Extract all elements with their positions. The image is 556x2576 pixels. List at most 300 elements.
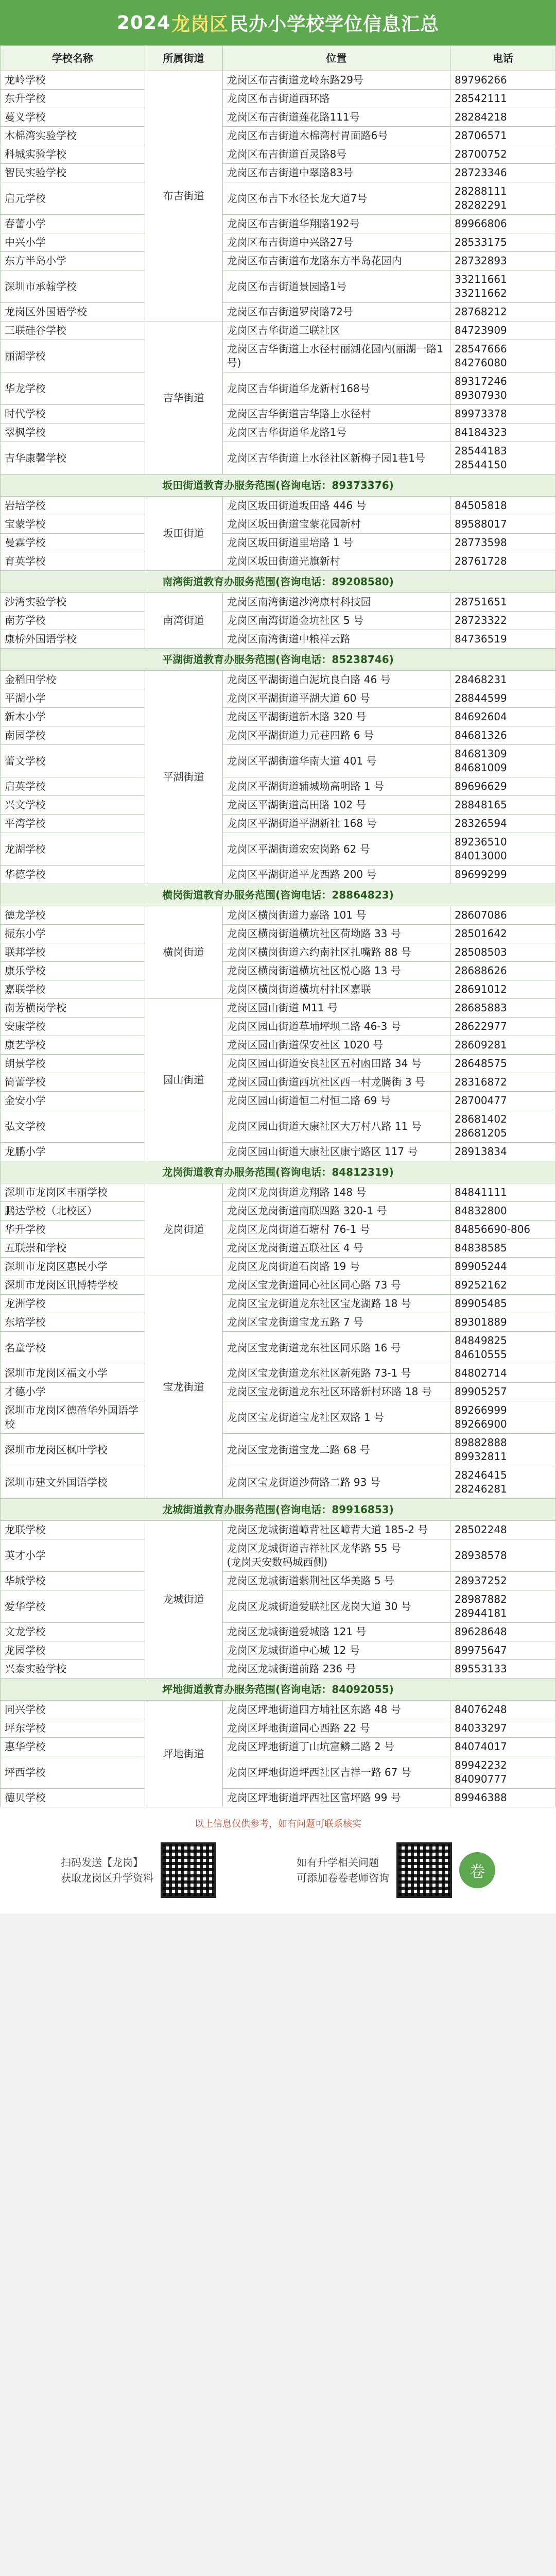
- table-row: [1, 630, 556, 649]
- jurisdiction-cell: 南湾街道: [145, 593, 222, 649]
- table-row: [1, 164, 556, 182]
- header-phone: 电话: [450, 46, 555, 71]
- table-row: [1, 1590, 556, 1623]
- school-location: 龙岗区宝龙街道沙荷路二路 93 号: [222, 1466, 450, 1499]
- school-name: 嘉联学校: [1, 980, 145, 999]
- table-row: [1, 1313, 556, 1332]
- school-phone: 28688626: [450, 962, 555, 980]
- section-header: 南湾街道教育办服务范围(咨询电话：89208580): [1, 571, 556, 593]
- school-location: 龙岗区坪地街道丁山坑富鳞二路 2 号: [222, 1738, 450, 1756]
- table-row: [1, 1183, 556, 1202]
- school-phone: 84692604: [450, 708, 555, 726]
- table-row: [1, 1572, 556, 1590]
- school-phone: 89975647: [450, 1641, 555, 1660]
- school-phone: 28685883: [450, 999, 555, 1018]
- school-phone: 89973378: [450, 405, 555, 423]
- table-row: [1, 1332, 556, 1364]
- school-phone: 28648575: [450, 1055, 555, 1073]
- footer: [0, 1834, 556, 1913]
- school-location: 龙岗区宝龙街道龙东社区环路新村环路 18 号: [222, 1383, 450, 1401]
- table-row: [1, 127, 556, 145]
- school-name: 同兴学校: [1, 1701, 145, 1719]
- school-phone: 28723322: [450, 612, 555, 630]
- school-name: 金安小学: [1, 1092, 145, 1110]
- school-name: 龙鹏小学: [1, 1143, 145, 1161]
- school-name: 启元学校: [1, 182, 145, 215]
- school-location: 龙岗区横岗街道六约南社区扎嘴路 88 号: [222, 943, 450, 962]
- school-location: 龙岗区布吉街道中翠路83号: [222, 164, 450, 182]
- table-row: [1, 980, 556, 999]
- school-name: 平湾学校: [1, 815, 145, 833]
- section-header-row: [1, 884, 556, 906]
- school-phone: 28691012: [450, 980, 555, 999]
- school-location: 龙岗区龙城街道前路 236 号: [222, 1660, 450, 1679]
- school-location: 龙岗区南湾街道沙湾康村科技园: [222, 593, 450, 612]
- school-name: 蔓义学校: [1, 108, 145, 127]
- table-header-row: [1, 46, 556, 71]
- footer-left-line1: 扫码发送【龙岗】: [61, 1856, 143, 1869]
- table-row: [1, 1110, 556, 1143]
- school-name: 翠枫学校: [1, 423, 145, 442]
- school-location: 龙岗区南湾街道中粮祥云路: [222, 630, 450, 649]
- footer-right-line1: 如有升学相关问题: [297, 1856, 379, 1869]
- school-name: 时代学校: [1, 405, 145, 423]
- table-row: [1, 906, 556, 925]
- title-year: 2024: [116, 12, 171, 33]
- table-row: [1, 1401, 556, 1434]
- table-row: [1, 1073, 556, 1092]
- school-name: 东升学校: [1, 90, 145, 108]
- table-row: [1, 1383, 556, 1401]
- school-location: 龙岗区南湾街道金坑社区 5 号: [222, 612, 450, 630]
- table-row: [1, 866, 556, 884]
- school-location: 龙岗区布吉街道景园路1号: [222, 270, 450, 303]
- table-row: [1, 1258, 556, 1276]
- school-name: 德贝学校: [1, 1789, 145, 1807]
- school-phone: 84841111: [450, 1183, 555, 1202]
- header-location: 位置: [222, 46, 450, 71]
- school-phone: 28508503: [450, 943, 555, 962]
- title-rest: 民办小学校学位信息汇总: [230, 13, 440, 35]
- school-location: 龙岗区龙岗街道五联社区 4 号: [222, 1239, 450, 1258]
- table-row: [1, 90, 556, 108]
- school-location: 龙岗区园山街道西坑社区西一村龙腾街 3 号: [222, 1073, 450, 1092]
- school-name: 爱华学校: [1, 1590, 145, 1623]
- school-location: 龙岗区宝龙街道同心社区同心路 73 号: [222, 1276, 450, 1295]
- jurisdiction-cell: 布吉街道: [145, 71, 222, 321]
- section-header: 坪地街道教育办服务范围(咨询电话：84092055): [1, 1679, 556, 1701]
- jurisdiction-cell: 平湖街道: [145, 671, 222, 884]
- table-row: [1, 689, 556, 708]
- school-location: 龙岗区布吉街道华翔路192号: [222, 215, 450, 233]
- table-row: [1, 833, 556, 866]
- table-row: [1, 1295, 556, 1313]
- school-location: 龙岗区平湖街道辅城坳高明路 1 号: [222, 777, 450, 796]
- table-row: [1, 1434, 556, 1466]
- school-name: 吉华康馨学校: [1, 442, 145, 474]
- school-location: 龙岗区园山街道安良社区五村凼田路 34 号: [222, 1055, 450, 1073]
- school-phone: 89252162: [450, 1276, 555, 1295]
- section-header-row: [1, 1679, 556, 1701]
- school-name: 康艺学校: [1, 1036, 145, 1055]
- table-row: [1, 1239, 556, 1258]
- school-phone: 28700477: [450, 1092, 555, 1110]
- jurisdiction-cell: 坂田街道: [145, 497, 222, 571]
- school-phone: 89905257: [450, 1383, 555, 1401]
- school-name: 文龙学校: [1, 1623, 145, 1641]
- school-phone: 28316872: [450, 1073, 555, 1092]
- table-row: [1, 215, 556, 233]
- school-phone: 89301889: [450, 1313, 555, 1332]
- school-location: 龙岗区坪地街道坪西社区吉祥一路 67 号: [222, 1756, 450, 1789]
- school-table: [0, 45, 556, 1807]
- table-row: [1, 1623, 556, 1641]
- school-location: 龙岗区宝龙街道龙东社区同乐路 16 号: [222, 1332, 450, 1364]
- school-name: 安康学校: [1, 1018, 145, 1036]
- school-name: 南园学校: [1, 726, 145, 745]
- table-row: [1, 925, 556, 943]
- school-location: 龙岗区园山街道 M11 号: [222, 999, 450, 1018]
- table-row: [1, 1738, 556, 1756]
- school-phone: 28844599: [450, 689, 555, 708]
- section-header-row: [1, 1499, 556, 1521]
- school-name: 坪东学校: [1, 1719, 145, 1738]
- school-name: 龙洲学校: [1, 1295, 145, 1313]
- school-location: 龙岗区坂田街道里培路 1 号: [222, 534, 450, 552]
- title-district: 龙岗区: [171, 13, 229, 35]
- school-location: 龙岗区布吉街道莲花路111号: [222, 108, 450, 127]
- school-name: 启英学校: [1, 777, 145, 796]
- school-phone: 28246415 28246281: [450, 1466, 555, 1499]
- table-row: [1, 1036, 556, 1055]
- school-name: 深圳市龙岗区德蓓华外国语学校: [1, 1401, 145, 1434]
- school-phone: 84074017: [450, 1738, 555, 1756]
- school-phone: 28288111 28282291: [450, 182, 555, 215]
- school-name: 华龙学校: [1, 372, 145, 405]
- school-location: 龙岗区吉华街道吉华路上水径村: [222, 405, 450, 423]
- table-row: [1, 108, 556, 127]
- school-location: 龙岗区布吉街道百灵路8号: [222, 145, 450, 164]
- school-phone: 84184323: [450, 423, 555, 442]
- table-row: [1, 321, 556, 340]
- school-name: 金稻田学校: [1, 671, 145, 689]
- table-row: [1, 1701, 556, 1719]
- school-location: 龙岗区园山街道恒二村恒二路 69 号: [222, 1092, 450, 1110]
- school-phone: 28622977: [450, 1018, 555, 1036]
- school-phone: 28773598: [450, 534, 555, 552]
- school-name: 深圳市龙岗区枫叶学校: [1, 1434, 145, 1466]
- school-location: 龙岗区宝龙街道龙东社区新苑路 73-1 号: [222, 1364, 450, 1383]
- qr-code-icon[interactable]: [396, 1842, 452, 1898]
- table-row: [1, 1221, 556, 1239]
- school-location: 龙岗区龙岗街道南联四路 320-1 号: [222, 1202, 450, 1221]
- jurisdiction-cell: 宝龙街道: [145, 1276, 222, 1499]
- table-row: [1, 612, 556, 630]
- table-row: [1, 1055, 556, 1073]
- school-phone: 28326594: [450, 815, 555, 833]
- school-phone: 28533175: [450, 233, 555, 252]
- school-name: 中兴小学: [1, 233, 145, 252]
- table-row: [1, 1521, 556, 1539]
- table-row: [1, 1789, 556, 1807]
- jurisdiction-cell: 龙岗街道: [145, 1183, 222, 1276]
- table-row: [1, 815, 556, 833]
- school-name: 龙联学校: [1, 1521, 145, 1539]
- table-row: [1, 1641, 556, 1660]
- school-phone: 84736519: [450, 630, 555, 649]
- school-name: 深圳市建文外国语学校: [1, 1466, 145, 1499]
- table-row: [1, 1143, 556, 1161]
- school-phone: 89946388: [450, 1789, 555, 1807]
- table-row: [1, 777, 556, 796]
- table-row: [1, 943, 556, 962]
- school-location: 龙岗区吉华街道华龙路1号: [222, 423, 450, 442]
- school-phone: 84505818: [450, 497, 555, 515]
- table-row: [1, 1719, 556, 1738]
- school-location: 龙岗区布吉街道中兴路27号: [222, 233, 450, 252]
- school-name: 岩培学校: [1, 497, 145, 515]
- table-row: [1, 534, 556, 552]
- school-phone: 89699299: [450, 866, 555, 884]
- school-name: 新木小学: [1, 708, 145, 726]
- school-phone: 28938578: [450, 1539, 555, 1572]
- school-name: 鹏达学校（北校区）: [1, 1202, 145, 1221]
- school-name: 南芳学校: [1, 612, 145, 630]
- school-name: 龙岗区外国语学校: [1, 303, 145, 321]
- school-phone: 89696629: [450, 777, 555, 796]
- school-phone: 28542111: [450, 90, 555, 108]
- school-name: 深圳市承翰学校: [1, 270, 145, 303]
- school-phone: 84681309 84681009: [450, 745, 555, 777]
- school-phone: 89588017: [450, 515, 555, 534]
- school-phone: 84849825 84610555: [450, 1332, 555, 1364]
- school-location: 龙岗区坪地街道同心西路 22 号: [222, 1719, 450, 1738]
- table-row: [1, 593, 556, 612]
- school-location: 龙岗区园山街道大康社区大万村八路 11 号: [222, 1110, 450, 1143]
- section-header: 龙城街道教育办服务范围(咨询电话：89916853): [1, 1499, 556, 1521]
- school-phone: 89628648: [450, 1623, 555, 1641]
- table-body: [1, 71, 556, 1807]
- school-phone: 28848165: [450, 796, 555, 815]
- school-name: 康乐学校: [1, 962, 145, 980]
- school-phone: 28502248: [450, 1521, 555, 1539]
- school-name: 华升学校: [1, 1221, 145, 1239]
- footer-left-line2: 获取龙岗区升学资料: [61, 1872, 153, 1884]
- school-phone: 28761728: [450, 552, 555, 571]
- table-row: [1, 726, 556, 745]
- school-location: 龙岗区园山街道草埔坪坝二路 46-3 号: [222, 1018, 450, 1036]
- table-row: [1, 423, 556, 442]
- footer-right: [297, 1842, 495, 1898]
- school-name: 龙湖学校: [1, 833, 145, 866]
- school-location: 龙岗区龙城街道中心城 12 号: [222, 1641, 450, 1660]
- school-location: 龙岗区平湖街道宏宏岗路 62 号: [222, 833, 450, 866]
- school-name: 东方半岛小学: [1, 252, 145, 270]
- school-location: 龙岗区布吉街道西环路: [222, 90, 450, 108]
- school-phone: 28544183 28544150: [450, 442, 555, 474]
- school-phone: 28937252: [450, 1572, 555, 1590]
- school-phone: 28706571: [450, 127, 555, 145]
- table-row: [1, 1276, 556, 1295]
- school-location: 龙岗区坪地街道四方埔社区东路 48 号: [222, 1701, 450, 1719]
- school-phone: 84802714: [450, 1364, 555, 1383]
- table-row: [1, 999, 556, 1018]
- table-row: [1, 515, 556, 534]
- school-phone: 89266999 89266900: [450, 1401, 555, 1434]
- footer-left: [61, 1842, 216, 1898]
- school-name: 康桥外国语学校: [1, 630, 145, 649]
- school-location: 龙岗区布吉街道龙岭东路29号: [222, 71, 450, 90]
- school-location: 龙岗区园山街道保安社区 1020 号: [222, 1036, 450, 1055]
- school-name: 振东小学: [1, 925, 145, 943]
- school-location: 龙岗区横岗街道横坑社区荷坳路 33 号: [222, 925, 450, 943]
- table-row: [1, 745, 556, 777]
- school-phone: 89882888 89932811: [450, 1434, 555, 1466]
- school-location: 龙岗区横岗街道力嘉路 101 号: [222, 906, 450, 925]
- school-phone: 89553133: [450, 1660, 555, 1679]
- school-phone: 84723909: [450, 321, 555, 340]
- school-name: 深圳市龙岗区丰丽学校: [1, 1183, 145, 1202]
- school-location: 龙岗区平湖街道华南大道 401 号: [222, 745, 450, 777]
- school-phone: 28768212: [450, 303, 555, 321]
- school-location: 龙岗区龙城街道吉祥社区龙华路 55 号 (龙岗天安数码城西侧): [222, 1539, 450, 1572]
- school-phone: 28547666 84276080: [450, 340, 555, 372]
- school-name: 朗景学校: [1, 1055, 145, 1073]
- school-phone: 28607086: [450, 906, 555, 925]
- school-name: 春蕾小学: [1, 215, 145, 233]
- school-location: 龙岗区布吉街道布龙路东方半岛花园内: [222, 252, 450, 270]
- school-phone: 28732893: [450, 252, 555, 270]
- school-name: 深圳市龙岗区福文小学: [1, 1364, 145, 1383]
- school-name: 育英学校: [1, 552, 145, 571]
- school-location: 龙岗区布吉下水径长龙大道7号: [222, 182, 450, 215]
- school-location: 龙岗区平湖街道力元巷四路 6 号: [222, 726, 450, 745]
- section-header: 横岗街道教育办服务范围(咨询电话：28864823): [1, 884, 556, 906]
- footer-note: 以上信息仅供参考，如有问题可联系核实: [195, 1819, 361, 1829]
- jurisdiction-cell: 园山街道: [145, 999, 222, 1161]
- table-row: [1, 1466, 556, 1499]
- table-row: [1, 372, 556, 405]
- section-header-row: [1, 571, 556, 593]
- table-row: [1, 1202, 556, 1221]
- school-location: 龙岗区龙城街道爱联社区龙岗大道 30 号: [222, 1590, 450, 1623]
- section-header: 龙岗街道教育办服务范围(咨询电话：84812319): [1, 1161, 556, 1183]
- school-phone: 89796266: [450, 71, 555, 90]
- school-location: 龙岗区平湖街道平湖新社 168 号: [222, 815, 450, 833]
- table-row: [1, 1092, 556, 1110]
- school-name: 简蕾学校: [1, 1073, 145, 1092]
- school-location: 龙岗区宝龙街道宝龙五路 7 号: [222, 1313, 450, 1332]
- school-location: 龙岗区平湖街道高田路 102 号: [222, 796, 450, 815]
- school-name: 平湖小学: [1, 689, 145, 708]
- table-row: [1, 233, 556, 252]
- school-phone: 28913834: [450, 1143, 555, 1161]
- table-row: [1, 1539, 556, 1572]
- school-name: 兴文学校: [1, 796, 145, 815]
- table-row: [1, 497, 556, 515]
- table-row: [1, 671, 556, 689]
- school-location: 龙岗区横岗街道横坑社区悦心路 13 号: [222, 962, 450, 980]
- table-row: [1, 182, 556, 215]
- school-phone: 84681326: [450, 726, 555, 745]
- school-name: 深圳市龙岗区惠民小学: [1, 1258, 145, 1276]
- jurisdiction-cell: 龙城街道: [145, 1521, 222, 1679]
- section-header-row: [1, 649, 556, 671]
- school-name: 宝蒙学校: [1, 515, 145, 534]
- school-phone: 84832800: [450, 1202, 555, 1221]
- school-phone: 84076248: [450, 1701, 555, 1719]
- school-location: 龙岗区龙岗街道石岗路 19 号: [222, 1258, 450, 1276]
- avatar: 卷: [459, 1852, 495, 1888]
- table-row: [1, 340, 556, 372]
- school-phone: 84033297: [450, 1719, 555, 1738]
- section-header: 平湖街道教育办服务范围(咨询电话：85238746): [1, 649, 556, 671]
- school-name: 华城学校: [1, 1572, 145, 1590]
- footer-right-line2: 可添加卷卷老师咨询: [297, 1872, 389, 1884]
- table-row: [1, 796, 556, 815]
- qr-code-icon[interactable]: [161, 1842, 216, 1898]
- school-name: 曼霖学校: [1, 534, 145, 552]
- school-name: 英才小学: [1, 1539, 145, 1572]
- section-header-row: [1, 1161, 556, 1183]
- school-location: 龙岗区园山街道大康社区康宁路区 117 号: [222, 1143, 450, 1161]
- school-phone: 28700752: [450, 145, 555, 164]
- table-row: [1, 1018, 556, 1036]
- school-location: 龙岗区布吉街道罗岗路72号: [222, 303, 450, 321]
- school-name: 惠华学校: [1, 1738, 145, 1756]
- school-name: 名童学校: [1, 1332, 145, 1364]
- page-title: [0, 0, 556, 45]
- table-row: [1, 1660, 556, 1679]
- table-row: [1, 552, 556, 571]
- table-row: [1, 303, 556, 321]
- school-phone: 28681402 28681205: [450, 1110, 555, 1143]
- school-location: 龙岗区平湖街道新木路 320 号: [222, 708, 450, 726]
- school-phone: 28468231: [450, 671, 555, 689]
- school-phone: 28723346: [450, 164, 555, 182]
- school-location: 龙岗区坪地街道坪西社区富坪路 99 号: [222, 1789, 450, 1807]
- school-location: 龙岗区吉华街道华龙新村168号: [222, 372, 450, 405]
- school-name: 沙湾实验学校: [1, 593, 145, 612]
- jurisdiction-cell: 吉华街道: [145, 321, 222, 474]
- school-phone: 28609281: [450, 1036, 555, 1055]
- school-location: 龙岗区龙岗街道石塘村 76-1 号: [222, 1221, 450, 1239]
- school-phone: 89236510 84013000: [450, 833, 555, 866]
- school-location: 龙岗区吉华街道上水径社区新梅子园1巷1号: [222, 442, 450, 474]
- school-phone: 28501642: [450, 925, 555, 943]
- header-jurisdiction: 所属街道: [145, 46, 222, 71]
- table-row: [1, 270, 556, 303]
- school-phone: 89942232 84090777: [450, 1756, 555, 1789]
- school-location: 龙岗区平湖街道平龙西路 200 号: [222, 866, 450, 884]
- school-location: 龙岗区龙岗街道龙翔路 148 号: [222, 1183, 450, 1202]
- jurisdiction-cell: 横岗街道: [145, 906, 222, 999]
- school-name: 华德学校: [1, 866, 145, 884]
- school-name: 德龙学校: [1, 906, 145, 925]
- school-name: 智民实验学校: [1, 164, 145, 182]
- school-name: 联邦学校: [1, 943, 145, 962]
- table-row: [1, 442, 556, 474]
- school-phone: 28987882 28944181: [450, 1590, 555, 1623]
- jurisdiction-cell: 坪地街道: [145, 1701, 222, 1807]
- school-phone: 84838585: [450, 1239, 555, 1258]
- table-row: [1, 962, 556, 980]
- school-location: 龙岗区龙城街道嶂背社区嶂背大道 185-2 号: [222, 1521, 450, 1539]
- school-name: 三联硅谷学校: [1, 321, 145, 340]
- school-name: 龙园学校: [1, 1641, 145, 1660]
- school-phone: 84856690-806: [450, 1221, 555, 1239]
- school-name: 坪西学校: [1, 1756, 145, 1789]
